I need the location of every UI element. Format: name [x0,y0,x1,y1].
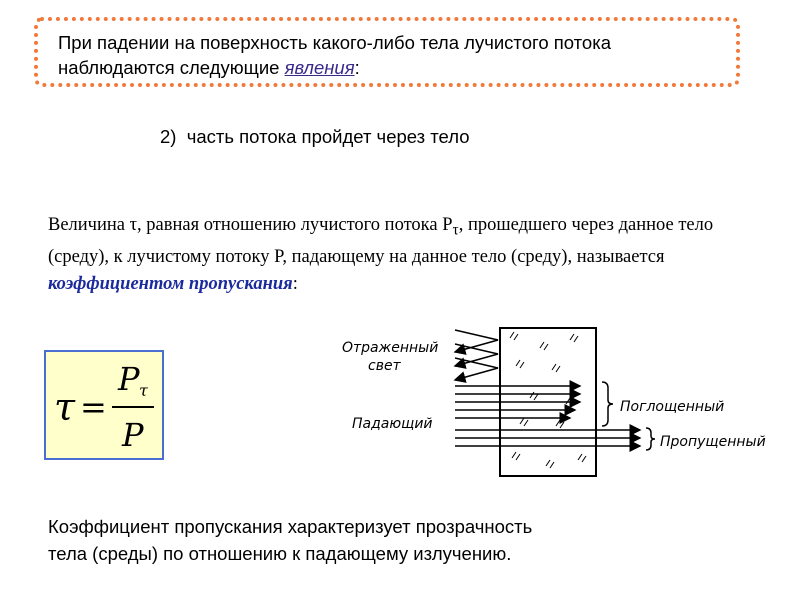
header-line-1: При падении на поверхность какого-либо тела лучистого потока [58,32,611,53]
header-line-2 [58,55,736,80]
formula-numerator-subscript: τ [139,381,148,400]
incident-label: Падающий [352,416,433,432]
definition-paragraph [48,212,738,298]
definition-part-1: Величина τ, равная отношению лучистого потока P [48,215,453,235]
list-item-text: часть потока пройдет через тело [186,126,470,147]
transmitted-label: Пропущенный [660,434,766,450]
formula-lhs: τ [54,385,76,429]
incident-rays [455,386,580,418]
definition-part-3: : [292,273,298,294]
definition-subscript: τ [452,221,459,239]
absorbed-brace [602,382,613,426]
radiation-flux-diagram [330,318,790,498]
formula-box [44,350,164,460]
phenomena-header-box [34,17,740,87]
list-item-2 [160,126,470,148]
list-item-number: 2) [160,126,177,147]
formula-numerator: P [118,360,140,398]
absorbed-label: Поглощенный [620,399,725,415]
definition-part-2: , прошедшего через данное тело (среду), к лучистому потоку P, падающему на данное тело (среду), называется [48,215,714,267]
reflected-label-1: Отраженный [342,340,439,356]
phenomena-link[interactable]: явления [284,57,355,78]
reflected-rays [455,330,498,380]
definition-term: коэффициентом пропускания [48,273,293,294]
reflected-label-2: свет [368,358,401,374]
summary-line-1: Коэффициент пропускания характеризует прозрачность [48,516,533,537]
summary-line-2: тела (среды) по отношению к падающему излучению. [48,543,512,564]
header-colon: : [354,57,360,78]
transmitted-brace [646,428,655,450]
interior-hatching [510,332,586,468]
summary-paragraph [48,513,532,567]
formula-denominator: P [122,416,144,454]
formula-equals: = [80,388,107,426]
transmittance-formula [46,352,162,458]
header-line-2-text: наблюдаются следующие [58,57,285,78]
transmitted-rays [455,430,640,446]
